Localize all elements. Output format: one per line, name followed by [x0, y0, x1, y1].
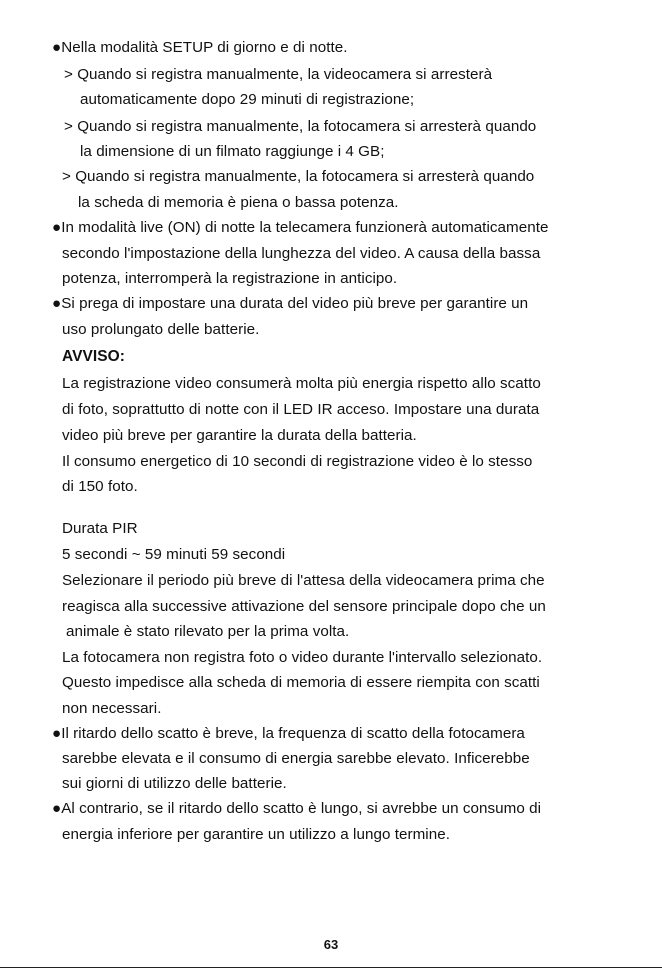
sub-item-line: > Quando si registra manualmente, la fotocamera si arresterà quando	[62, 168, 535, 185]
sub-item-line: > Quando si registra manualmente, la fotocamera si arresterà quando	[64, 118, 537, 135]
pir-range: 5 secondi ~ 59 minuti 59 secondi	[62, 546, 286, 563]
footer-divider	[0, 967, 662, 968]
notice-line: di foto, soprattutto di notte con il LED IR acceso. Impostare una durata	[62, 401, 540, 418]
bullet-short-delay: ●Il ritardo dello scatto è breve, la frequenza di scatto della fotocamera	[52, 725, 525, 742]
paragraph-line: potenza, interromperà la registrazione in anticipo.	[62, 270, 398, 287]
sub-item-line: automaticamente dopo 29 minuti di registrazione;	[80, 91, 415, 108]
section-title-pir: Durata PIR	[62, 520, 138, 537]
sub-item-line: la dimensione di un filmato raggiunge i 4 GB;	[80, 143, 385, 160]
paragraph-line: animale è stato rilevato per la prima volta.	[66, 623, 350, 640]
notice-line: Il consumo energetico di 10 secondi di registrazione video è lo stesso	[62, 453, 533, 470]
bullet-setup-mode: ●Nella modalità SETUP di giorno e di notte.	[52, 39, 348, 56]
notice-line: La registrazione video consumerà molta più energia rispetto allo scatto	[62, 375, 541, 392]
paragraph-line: La fotocamera non registra foto o video durante l'intervallo selezionato.	[62, 649, 543, 666]
bullet-long-delay: ●Al contrario, se il ritardo dello scatto è lungo, si avrebbe un consumo di	[52, 800, 542, 817]
paragraph-line: reagisca alla successive attivazione del sensore principale dopo che un	[62, 598, 546, 615]
paragraph-line: Questo impedisce alla scheda di memoria di essere riempita con scatti	[62, 674, 540, 691]
paragraph-line: energia inferiore per garantire un utilizzo a lungo termine.	[62, 826, 450, 843]
paragraph-line: secondo l'impostazione della lunghezza del video. A causa della bassa	[62, 245, 541, 262]
notice-line: di 150 foto.	[62, 478, 138, 495]
paragraph-line: sarebbe elevata e il consumo di energia sarebbe elevato. Inficerebbe	[62, 750, 530, 767]
sub-item-line: > Quando si registra manualmente, la videocamera si arresterà	[64, 66, 493, 83]
sub-item-line: la scheda di memoria è piena o bassa potenza.	[78, 194, 399, 211]
bullet-video-duration: ●Si prega di impostare una durata del video più breve per garantire un	[52, 295, 529, 312]
paragraph-line: non necessari.	[62, 700, 162, 717]
bullet-live-mode: ●In modalità live (ON) di notte la telecamera funzionerà automaticamente	[52, 219, 549, 236]
notice-heading: AVVISO:	[62, 348, 125, 365]
paragraph-line: uso prolungato delle batterie.	[62, 321, 260, 338]
notice-line: video più breve per garantire la durata della batteria.	[62, 427, 417, 444]
page-number: 63	[323, 937, 339, 952]
paragraph-line: Selezionare il periodo più breve di l'attesa della videocamera prima che	[62, 572, 545, 589]
paragraph-line: sui giorni di utilizzo delle batterie.	[62, 775, 287, 792]
